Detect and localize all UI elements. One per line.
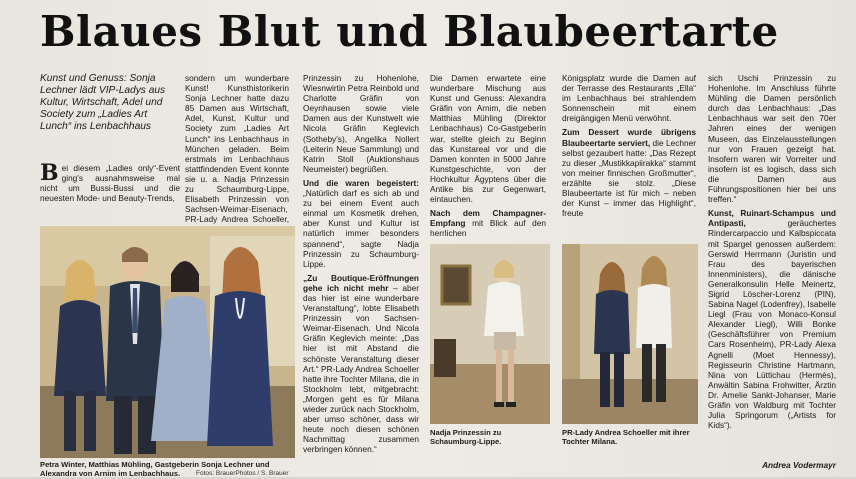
caption-mother-daughter: PR-Lady Andrea Schoeller mit ihrer Tochter Milana. (562, 428, 690, 447)
photo-group (40, 226, 295, 458)
photo-group-image (40, 226, 295, 458)
col3-text-b: „Natürlich darf es sich ab und zu bei einem Event auch einmal um Kosmetik drehen, aber Kunst und Kultur ist natürlich immer besonders spannend“, sagte Nadja Prinzessin zu Schaumburg-Lippe. (303, 188, 419, 269)
column-3 (303, 73, 419, 473)
drop-cap: B (40, 160, 59, 186)
photo-credit: Fotos: BrauerPhotos / S. Brauer (196, 470, 289, 477)
column-4 (430, 73, 546, 238)
intro-teaser: Kunst und Genuss: Sonja Lechner lädt VIP-Ladys aus Kultur, Wirtschaft, Adel und Society zum „Ladies Art Lunch“ ins Lenbachhaus (40, 73, 166, 132)
column-5 (562, 73, 696, 238)
photo-mother-daughter (562, 244, 698, 424)
photo-nadja-image (430, 244, 550, 424)
lead-paragraph (40, 160, 180, 204)
col5-text-b: die Lechner selbst gezaubert hatte: „Das Rezept zu dieser „Mustikkapiirakka“ stammt von meiner finnischen Großmutter“, erzählte sie stolz. „Diese Blaubeertarte ist für mich – neben der Kunst – immer das Highlight“, freute (562, 137, 696, 219)
col4-subhead: Nach dem Champagner-Empfang (430, 208, 546, 229)
col4-text-b: mit Blick auf den herrlichen (430, 218, 546, 239)
caption-group: Petra Winter, Matthias Mühling, Gastgeberin Sonja Lechner und Alexandra von Arnim im Lenbachhaus. (40, 460, 270, 479)
col3-subhead-1: Und die waren begeistert: (303, 177, 419, 188)
col6-text-b: geräuchertes Rindercarpaccio und Kalbspiccata mit Spargel genossen außerdem: Gerswid Herrmann (Juristin und Frau des bayerischen Innenministers), die dänische Generalkonsulin Helle Meinertz, Sigrid Löscher-Lorenz (PIN), Sabina Nagel (Lodenfrey), Isabelle Liegl (Frau von Monaco-Konsul Alexander Liegl), Willi Bonke (Geschäftsführer von Premium Cars Rosenheim), PR-Lady Alexa Agnelli (Moet Hennessy), Regisseurin Christine Hartmann, Nina von Lüttichau (Hermès), Anwältin Sabina Frohwitter, Ärztin Dr. Amelie Sankt-Johanser, Marie Gräfin von Waldburg mit Tochter Julia Springorum („Artists for Kids“). (708, 218, 836, 431)
col6-text-a: sich Uschi Prinzessin zu Hohenlohe. Im Anschluss führte Mühling die Damen persönlich durch das Lenbachhaus: „Das Lenbachhaus war seit den 70er Jahren eines der wenigen Museen, das Einzelausstellungen nur von Frauen gezeigt hat. Insofern waren wir Vorreiter und insofern ist es logisch, dass sich die Damen aus Führungspositionen hier bei uns treffen.“ (708, 73, 836, 205)
caption-nadja: Nadja Prinzessin zu Schaumburg-Lippe. (430, 428, 502, 447)
col5-text-a: Königsplatz wurde die Damen auf der Terrasse des Restaurants „Ella“ im Lenbachhaus bei strahlendem Sonnenschein mit einem dreigängigen Menü verwöhnt. (562, 73, 696, 124)
headline: Blaues Blut und Blaubeertarte (40, 7, 779, 56)
col3-subhead-2: „Zu Boutique-Eröffnungen gehe ich nicht mehr (303, 272, 419, 293)
col4-text-a: Die Damen erwartete eine wunderbare Mischung aus Kunst und Genuss: Alexandra Gräfin von Arnim, die neben Matthias Mühling (Direktor Lenbachhaus) Co-Gastgeberin war, stellte gleich zu Beginn das Kunstareal vor und die Damen konnten in 5000 Jahre Kunstgeschichte, von der Hochkultur Ägyptens über die Antike bis zur Gegenwart, eintauchen. (430, 73, 546, 205)
column-2 (185, 73, 289, 225)
col5-subhead: Zum Dessert wurde übrigens Blaubeertarte serviert, (562, 127, 696, 148)
column-6 (708, 73, 836, 458)
author-signature: Andrea Vodermayr (762, 460, 836, 470)
photo-nadja (430, 244, 550, 424)
lead-text: ei diesem „Ladies only“-Event ging's ausnahmsweise mal nicht um Bussi-Bussi und die neuesten Mode- und Beauty-Trends, (40, 163, 180, 204)
col2-text: sondern um wunderbare Kunst! Kunsthistorikerin Sonja Lechner hatte dazu 85 Damen aus Wirtschaft, Adel, Kunst, Kultur und Society zum „Ladies Art Lunch“ ins Lenbachhaus in München geladen. Beim erstmals im Lenbachhaus stattfindenden Event konnte sie u. a. Nadja Prinzessin zu Schaumburg-Lippe, Elisabeth Prinzessin von Sachsen-Weimar-Eisenach, PR-Lady Andrea Schoeller, (185, 73, 289, 225)
col3-text-a: Prinzessin zu Hohenlohe, Wiesnwirtin Petra Reinbold und Charlotte Gräfin von Oeynhausen sowie viele Damen aus der Kunstwelt wie Nicola Gräfin Keglevich (Sotheby's), Angelika Nollert (Leiterin Neue Sammlung) und Katrin Stoll (Auktionshaus Neumeister) begrüßen. (303, 73, 419, 174)
col3-text-c: – aber das hier ist eine wunderbare Veranstaltung“, lobte Elisabeth Prinzessin von Sachsen-Weimar-Eisenach. Und Nicola Gräfin Keglevich meinte: „Das hier ist mit Abstand die schönste Veranstaltung dieser Art.“ PR-Lady Andrea Schoeller hatte ihre Tochter Milana, die in Stockholm lebt, mitgebracht: „Morgen geht es für Milana wieder zurück nach Stockholm, aber umso schöner, dass wir heute noch diesen schönen Nachmittag zusammen verbringen können.“ (303, 282, 420, 455)
photo-mother-daughter-image (562, 244, 698, 424)
col6-subhead: Kunst, Ruinart-Schampus und Antipasti, (708, 208, 836, 229)
